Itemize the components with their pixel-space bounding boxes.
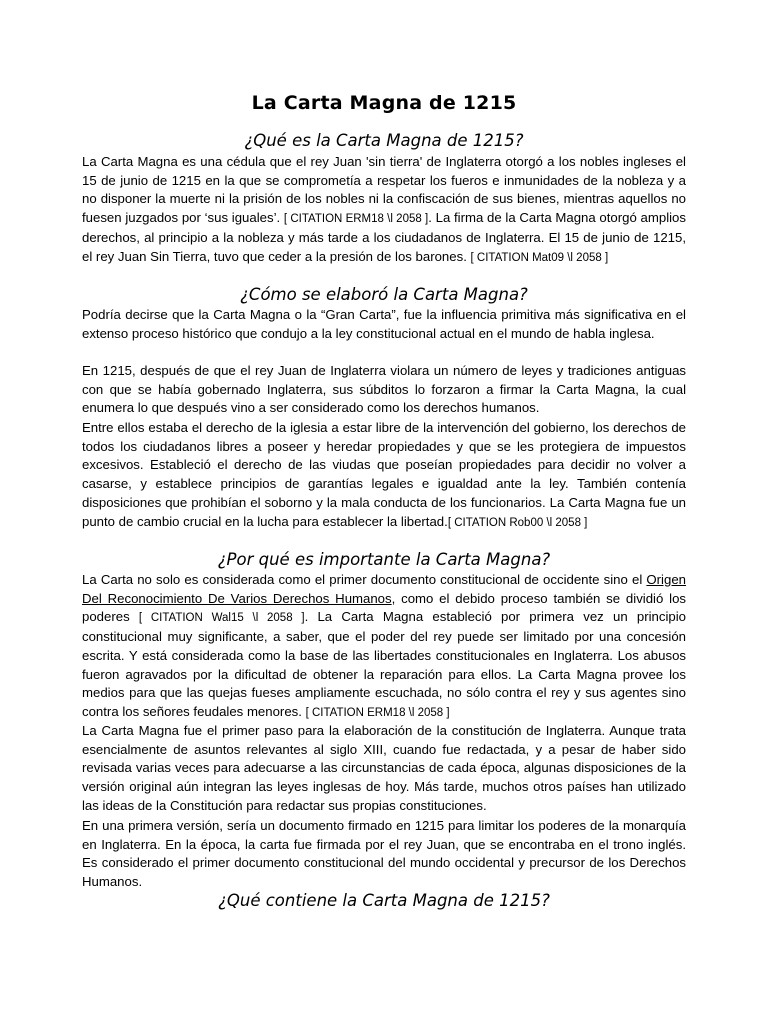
paragraph-text: En una primera versión, sería un documento firmado en 1215 para limitar los poderes de la monarquía en Inglaterra. En la época, la carta fue firmada por el rey Juan, que se encontraba en el trono inglés. Es considerado el primer documento constitucional del mundo occidental y precursor de los Derechos Humanos. (82, 818, 686, 890)
paragraph (82, 306, 686, 343)
document-title: La Carta Magna de 1215 (251, 92, 517, 114)
paragraph (82, 153, 686, 267)
paragraph-text: Entre ellos estaba el derecho de la iglesia a estar libre de la intervención del gobierno, los derechos de todos los ciudadanos libres a poseer y heredar propiedades y que se les protegiera de impuestos excesivos. Estableció el derecho de las viudas que poseían propiedades para decidir no volver a casarse, y establece principios de garantías legales e igualdad ante la ley. También contenía disposiciones que prohibían el soborno y la mala conducta de los funcionarios. La Carta Magna fue un punto de cambio crucial en la lucha para establecer la libertad. (82, 420, 686, 529)
citation: [ CITATION Wal15 \l 2058 ] (138, 612, 305, 625)
paragraph-text: Podría decirse que la Carta Magna o la “Gran Carta”, fue la influencia primitiva más significativa en el extenso proceso histórico que condujo a la ley constitucional actual en el mundo de habla inglesa. (82, 307, 686, 341)
citation: [ CITATION Mat09 \l 2058 ] (470, 251, 609, 264)
paragraph (82, 362, 686, 418)
paragraph-text: La Carta Magna fue el primer paso para la elaboración de la constitución de Inglaterra. Aunque trata esencialmente de asuntos relevantes al siglo XIII, cuando fue redactada, y a pesar de haber sido revisada varias veces para adecuarse a las circunstancias de cada época, algunas disposiciones de la versión original aún integran las leyes inglesas de hoy. Más tarde, muchos otros países han utilizado las ideas de la Constitución para redactar sus propias constituciones. (82, 723, 686, 813)
paragraph (82, 571, 686, 723)
section-heading-what-is: ¿Qué es la Carta Magna de 1215? (244, 131, 524, 150)
underlined-link[interactable]: Origen Del Reconocimiento De Varios Derechos Humanos (82, 572, 686, 606)
citation: [ CITATION ERM18 \l 2058 ] (305, 706, 450, 719)
paragraph (82, 722, 686, 816)
paragraph-text: La Carta Magna es una cédula que el rey Juan 'sin tierra' de Inglaterra otorgó a los nobles ingleses el 15 de junio de 1215 en la que se comprometía a respetar los fueros e inmunidades de la nobleza y a no disponer la muerte ni la prisión de los nobles ni la confiscación de sus bienes, mientras aquellos no fuesen juzgados por ‘sus iguales’. (82, 154, 686, 226)
paragraph-text: . La Carta Magna estableció por primera vez un principio constitucional muy significante, a saber, que el poder del rey puede ser limitado por una concesión escrita. Y está considerada como la base de las libertades constitucionales en Inglaterra. Los abusos fueron agravados por la dificultad de obtener la reparación para ellos. La Carta Magna provee los medios para que las quejas fueses ampliamente escuchada, no sólo contra el rey y sus agentes sino contra los señores feudales menores. (82, 609, 686, 719)
section-heading-contents: ¿Qué contiene la Carta Magna de 1215? (218, 891, 550, 910)
paragraph-text: , como el debido proceso también se dividió los poderes (82, 590, 687, 625)
paragraph-text: La Carta no solo es considerada como el primer documento constitucional de occidente sino el (82, 572, 647, 587)
section-heading-why-important: ¿Por qué es importante la Carta Magna? (217, 550, 551, 569)
paragraph-text: . La firma de la Carta Magna otorgó amplios derechos, al principio a la nobleza y más tarde a los ciudadanos de Inglaterra. El 15 de junio de 1215, el rey Juan Sin Tierra, tuvo que ceder a la presión de los barones. (82, 210, 686, 264)
paragraph (82, 419, 686, 532)
citation: [ CITATION Rob00 \l 2058 ] (447, 516, 588, 529)
paragraph (82, 817, 686, 892)
citation: [ CITATION ERM18 \l 2058 ] (283, 213, 429, 226)
paragraph-text: En 1215, después de que el rey Juan de Inglaterra violara un número de leyes y tradiciones antiguas con que se había gobernado Inglaterra, sus súbditos lo forzaron a firmar la Carta Magna, la cual enumera lo que después vino a ser considerado como los derechos humanos. (82, 363, 686, 416)
section-heading-how-made: ¿Cómo se elaboró la Carta Magna? (240, 285, 528, 304)
